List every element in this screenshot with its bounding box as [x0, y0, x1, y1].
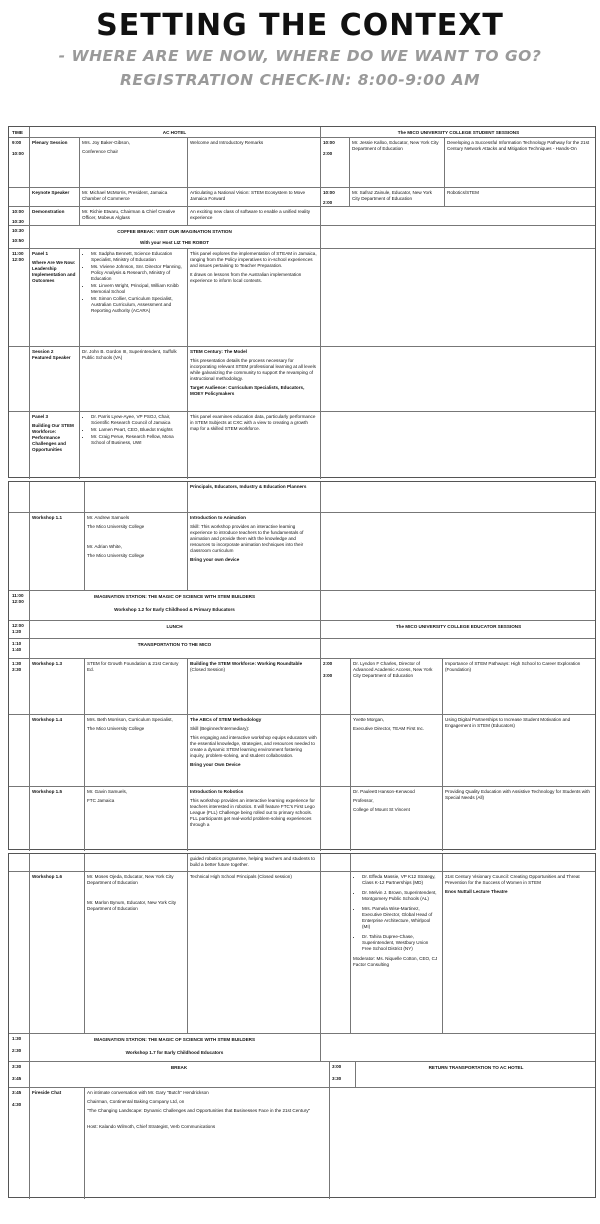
table-row: [9, 714, 595, 786]
speaker: Mr. Jessie Kalloo, Educator, New York City Department of Education: [352, 140, 439, 151]
session-desc: (Closed Session): [190, 666, 225, 672]
page-title: SETTING THE CONTEXT: [96, 8, 504, 43]
session-title: The ABCs of STEM Methodology: [190, 717, 262, 722]
session-intro: An intimate conversation with Mr. Gary "Butch" Hendrickson: [87, 1090, 209, 1095]
speaker: Mr. Moses Ojeda, Educator, New York City Department of Education: [87, 874, 174, 885]
table-row: [9, 482, 595, 512]
speaker-org: College of Mount St Vincent: [353, 806, 410, 812]
mico-educator-sessions-header: The MICO UNIVERSITY COLLEGE EDUCATOR SESSIONS: [395, 624, 522, 629]
session-desc: Articulating a National Vision: STEM Ecosystem to Move Jamaica Forward: [190, 190, 306, 201]
time-start: 10:00: [12, 209, 24, 214]
session-desc: This engaging and interactive workshop equips educators with the essential knowledge, strategies, and resources needed to create a dynamic STEM learning environment fostering inquiry, problem-solving, and student collaboration.: [190, 734, 317, 758]
time-end: 2:00: [323, 150, 333, 156]
time-start: 12:00: [12, 623, 24, 628]
speaker-org: The Mico University College: [87, 725, 145, 731]
time-start: 10:30: [12, 228, 24, 233]
table-row: [9, 248, 595, 346]
session-name: Workshop 1.3: [32, 661, 63, 666]
table-row: [9, 225, 595, 248]
time-end: 1:20: [12, 628, 22, 634]
time-start: 10:00: [323, 140, 335, 145]
session-name: Keynote Speaker: [32, 190, 70, 195]
time-end: 10:50: [12, 237, 24, 243]
speaker-list: [82, 414, 184, 446]
session-name: Demonstration: [32, 209, 65, 214]
break-label: BREAK: [170, 1065, 188, 1070]
speaker: Mr. Richie Etwaru, Chairman & Chief Creative Officer, Mobeus Alglass: [82, 209, 176, 220]
speaker: Dr. John B. Gordon III, Superintendent, Suffolk Public Schools (VA): [82, 349, 177, 360]
imagination-station-label: IMAGINATION STATION: THE MAGIC OF SCIENCE WITH STEM BUILDERS: [93, 594, 256, 599]
session-desc: This panel examines education data, particularly performance in STEM Subjects at CXC with a view to creating a growth map for a skilled STEM workforce.: [190, 414, 316, 431]
time-start: 2:00: [323, 661, 333, 666]
session-name: Panel 1: [32, 251, 49, 256]
speaker-list: [353, 874, 439, 952]
speaker: Mr. Michael McMorris, President, Jamaica Chamber of Commerce: [82, 190, 168, 201]
table-row: [9, 1087, 595, 1199]
return-transport-label: RETURN TRANSPORTATION TO AC HOTEL: [428, 1065, 524, 1070]
table-row: [9, 620, 595, 638]
session-sub: Building Our STEM Workforce: Performance Challenges and Opportunities: [32, 422, 74, 452]
speaker-org: The Mico University College: [87, 523, 145, 529]
time-start: 3:30: [12, 1064, 22, 1069]
time-end: 2:00: [323, 199, 333, 205]
audience-label: Principals, Educators, Industry & Education Planners: [190, 484, 307, 489]
ac-hotel-col-header: AC HOTEL: [162, 130, 187, 135]
host: Host: Kalando Wilmoth, Chief Strategist, Verb Communications: [87, 1123, 216, 1129]
bring-device-note: Bring your Own Device: [190, 761, 241, 767]
session-desc: Providing Quality Education with Assistive Technology for Students with Special Needs (All): [445, 789, 590, 800]
session-name: Panel 3: [32, 414, 49, 419]
session-desc: Robotics/STEM: [447, 190, 479, 195]
list-item: • Mr. Linvern Wright, Principal, William Knibb Memorial School: [91, 283, 184, 295]
mico-col-header: The MICO UNIVERSITY COLLEGE STUDENT SESSIONS: [397, 130, 520, 135]
session-desc: Welcome and Introductory Remarks: [190, 140, 264, 145]
target-audience: Target Audience: Curriculum Specialists, Educators, MOEY Policymakers: [190, 384, 305, 396]
bring-device-note: Bring your own device: [190, 556, 240, 562]
coffee-break-label: COFFEE BREAK: VISIT OUR IMAGINATION STATION: [117, 229, 232, 234]
table-row: [9, 638, 595, 658]
time-start: 3:00: [332, 1064, 342, 1069]
page-header: [0, 8, 600, 92]
session-title: Building the STEM Workforce: Working Roundtable: [190, 661, 303, 666]
skill-level: Skill (Beginner/Intermediary):: [190, 725, 250, 731]
time-end: 3:30: [332, 1075, 342, 1081]
list-item: • Dr. Melvin J. Brown, Superintendent, Montgomery Public Schools (AL): [362, 890, 439, 902]
table-row: [9, 512, 595, 590]
time-start: 10:00: [323, 190, 335, 195]
schedule-table-2: [8, 481, 596, 850]
time-end: 10:30: [12, 218, 24, 224]
session-name: Fireside Chat: [32, 1090, 62, 1095]
list-item: • Dr. Tahira Dupree-Chase, Superintendent, Westbury Union Free School District (NY): [362, 934, 439, 952]
time-end: 12:00: [12, 256, 24, 262]
speaker: Dr. Pauleett Hanson-Kenwood: [353, 789, 415, 794]
table-row: [9, 346, 595, 411]
time-end: 1:40: [12, 646, 22, 652]
session-sub: Where Are We Now: Leadership Implementation and Outcomes: [32, 259, 76, 283]
speaker: Mr. Adrian White,: [87, 543, 122, 549]
workshop-label: Workshop 1.7 for Early Childhood Educators: [125, 1049, 224, 1055]
speaker-org: FTC Jamaica: [87, 797, 115, 803]
speaker-role: Chairman, Continental Baking Company Ltd, on: [87, 1098, 185, 1104]
session-desc: 21st Century Visionary Council: Creating Opportunities and Threat Prevention for the Success of Women in STEM: [445, 874, 580, 885]
session-desc: Developing a Successful Information Technology Pathway for the 21st Century Network Attacks and Mitigation Techniques - Hands-On: [447, 140, 590, 151]
list-item: • Mrs. Pamela Wise-Martinez, Executive Director, Global Head of Enterprise Architecture, Whirlpool (MI): [362, 906, 439, 930]
speaker-list: [82, 251, 184, 314]
session-name: Workshop 1.6: [32, 874, 63, 879]
session-title: Introduction to Animation: [190, 515, 246, 520]
speaker: Mr. Marlon Bynum, Educator, New York City Department of Education: [87, 899, 177, 911]
time-end: 10:00: [12, 150, 24, 156]
list-item: • Dr. Effeda Massie, VP K12 Strategy, Class K-12 Partnerships (MD): [362, 874, 439, 886]
session-name: Session 2: [32, 349, 54, 354]
page-subtitle: - WHERE ARE WE NOW, WHERE DO WE WANT TO GO?: [58, 47, 542, 65]
time-start: 1:10: [12, 641, 22, 646]
list-item: • Ms. Viviene Johnson, Snr. Director Planning, Policy Analysis & Research, Ministry of Education: [91, 264, 184, 282]
speaker-org: The Mico University College: [87, 552, 145, 558]
session-desc: This panel explores the implementation of STEAM in Jamaica, ranging from the Policy imperatives to in-school experiences and issues pertaining to Teacher Preparation.: [190, 251, 317, 268]
table-row: [9, 1061, 595, 1087]
session-desc: Using Digital Partnerships to Increase Student Motivation and Engagement in STEM (Educators): [445, 717, 571, 728]
time-start: 3:45: [12, 1090, 22, 1095]
time-start: 1:30: [12, 661, 22, 666]
session-topic: "The Changing Landscape: Dynamic Challenges and Opportunities that Businesses Face in the 21st Century": [87, 1107, 311, 1113]
speaker: Mr. Andrew Samuels: [87, 515, 130, 520]
session-desc: An exciting new class of software to enable a unified reality experience: [190, 209, 311, 220]
speaker: Mr. Gavin Samuels,: [87, 789, 128, 794]
session-title: Introduction to Robotics: [190, 789, 244, 794]
time-col-header: TIME: [12, 130, 23, 135]
table-row: [9, 658, 595, 714]
speaker-role: Conference Chair: [82, 148, 119, 154]
coffee-break-host: With your Host LIZ THE ROBOT: [139, 239, 210, 245]
list-item: • Mr. Simon Collier, Curriculum Specialist, Australian Curriculum, Assessment and Reporting Authority (ACARA): [91, 296, 184, 314]
speaker-role: Executive Director, TEAM First Inc.: [353, 725, 425, 731]
session-desc: This presentation details the process necessary for incorporating relevant STEM professional learning at all levels while galvanizing the community to support the revamping of instructional methodology.: [190, 357, 316, 381]
schedule-table-3: [8, 853, 596, 1198]
speaker: Mrs. Beth Morrison, Curriculum Specialist,: [87, 717, 173, 722]
table-row: [9, 411, 595, 479]
table-row: [9, 137, 595, 187]
list-item: • Mr. Sadpha Bennett, Science Education Specialist, Ministry of Education: [91, 251, 184, 263]
moderator: Moderator: Ms. Niquelle Cotton, CEO, CJ Factor Consulting: [353, 955, 438, 967]
time-start: 11:00: [12, 593, 24, 598]
lunch-label: LUNCH: [166, 624, 183, 629]
list-item: • Mr. Lamen Peart, CEO, Bluedot Insights: [91, 427, 184, 433]
session-name: Workshop 1.4: [32, 717, 63, 722]
table-row: [9, 871, 595, 1033]
time-end: 12:00: [12, 598, 24, 604]
session-desc-continued: guided robotics programme, helping teachers and students to build a better future together.: [190, 856, 315, 867]
table-row: [9, 590, 595, 620]
speaker: Mr. Safraz Zainule, Educator, New York City Department of Education: [352, 190, 432, 201]
time-end: 3:30: [12, 666, 22, 672]
session-desc: It draws on lessons from the Australian implementation experience to inform local contexts.: [190, 271, 302, 283]
session-title: STEM Century: The Model: [190, 349, 247, 354]
table-row: [9, 786, 595, 851]
time-start: 1:30: [12, 1036, 22, 1041]
time-end: 3:45: [12, 1075, 22, 1081]
speaker-role: Professor,: [353, 797, 374, 803]
session-desc: Skill: This workshop provides an interactive learning experience to introduce teachers to the fundamentals of animation and provide them with the knowledge and resources to incorporate animation techniques into their classroom curriculum: [190, 523, 304, 553]
session-desc: Importance of STEM Pathways: High School to Career Exploration (Foundation): [445, 661, 581, 672]
time-end: 4:30: [12, 1101, 22, 1107]
registration-line: REGISTRATION CHECK-IN: 8:00-9:00 AM: [119, 71, 481, 89]
time-start: 11:00: [12, 251, 24, 256]
venue: Enos Nuttall Lecture Theatre: [445, 888, 508, 894]
time-end: 2:30: [12, 1047, 22, 1053]
speaker: Yvette Morgan,: [353, 717, 384, 722]
transport-label: TRANSPORTATION TO THE MICO: [137, 642, 212, 647]
speaker: Mrs. Joy Baker-Gibson,: [82, 140, 130, 145]
session-name: Workshop 1.1: [32, 515, 63, 520]
session-name: Plenary Session: [32, 140, 68, 145]
session-desc: Technical High School Principals (Closed session): [190, 874, 292, 879]
list-item: • Mr. Craig Perue, Research Fellow, Mona School of Business, UWI: [91, 434, 184, 446]
table-header-row: [9, 127, 595, 137]
table-row: [9, 206, 595, 225]
time-end: 3:00: [323, 672, 333, 678]
session-sub: Featured Speaker: [32, 354, 71, 360]
table-row: [9, 1033, 595, 1061]
speaker: STEM for Growth Foundation & 21st Century Ed.: [87, 661, 179, 672]
time-start: 9:00: [12, 140, 22, 145]
list-item: • Dr. Parris Lyew-Ayee, VP PSOJ, Chair, Scientific Research Council of Jamaica: [91, 414, 184, 426]
speaker: Dr. Lyndon F Charles, Director of Advanced Academic Access, New York City Department of Education: [353, 661, 433, 678]
session-name: Workshop 1.5: [32, 789, 63, 794]
schedule-table-1: [8, 126, 596, 478]
table-row: [9, 187, 595, 206]
imagination-station-label: IMAGINATION STATION: THE MAGIC OF SCIENCE WITH STEM BUILDERS: [93, 1037, 256, 1042]
workshop-label: Workshop 1.2 for Early Childhood & Primary Educators: [114, 606, 235, 612]
session-desc: This workshop provides an interactive learning experience for teachers interested in robotics. It will feature FTC's First Lego League (FLL) Challenge being rolled out to primary schools. FLL participants get real-world problem-solving experiences through a: [190, 797, 315, 827]
table-row: [9, 854, 595, 871]
